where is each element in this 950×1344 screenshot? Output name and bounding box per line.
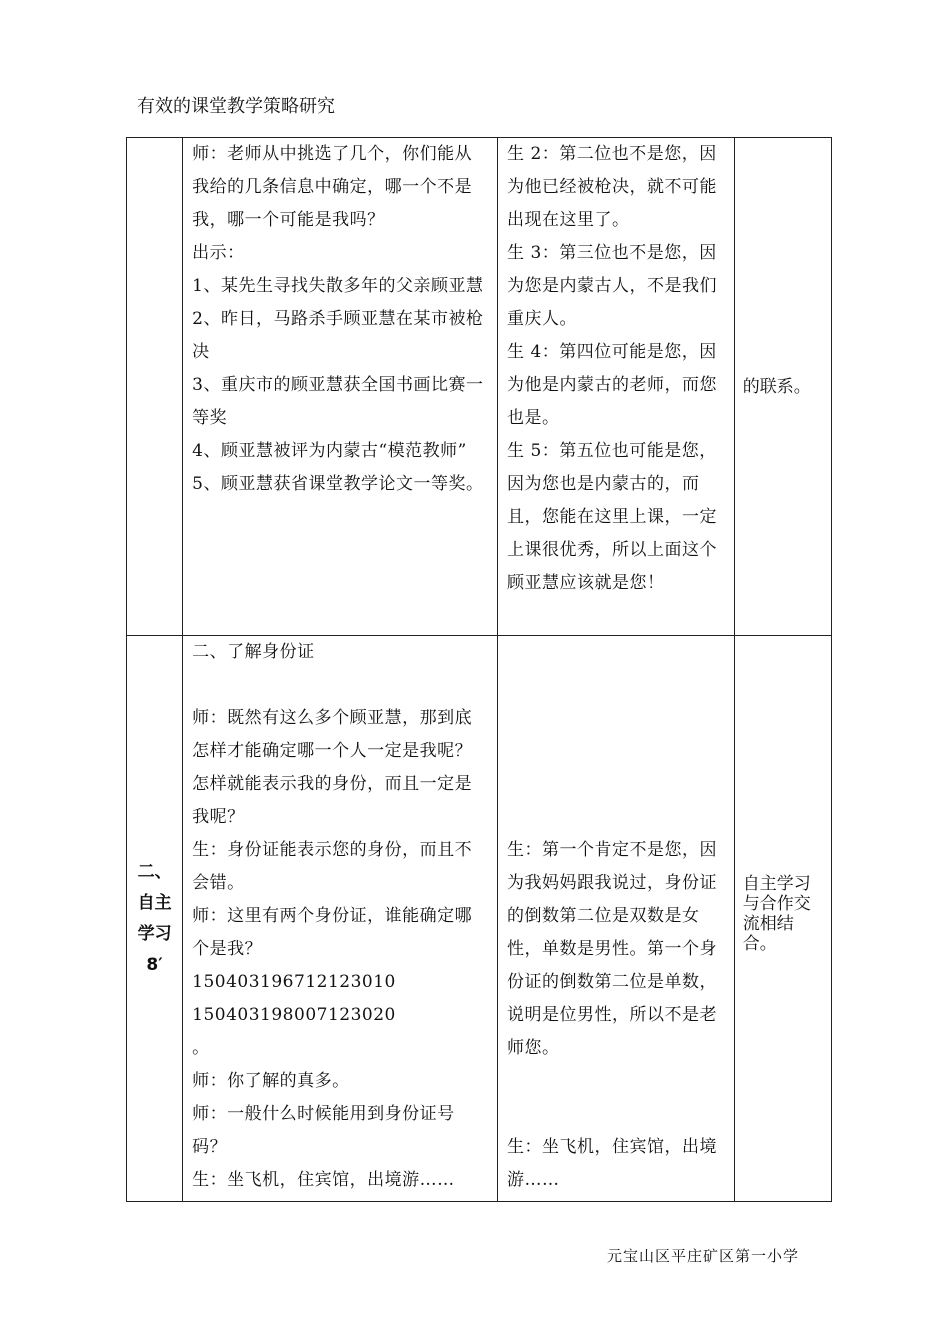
teacher-line: 师：一般什么时候能用到身份证号码？ (192, 1104, 455, 1157)
blank-line (192, 669, 489, 702)
teacher-line: 师：你了解的真多。 (192, 1071, 350, 1091)
table-row (127, 636, 832, 1202)
teacher-line: 二、了解身份证 (192, 642, 315, 662)
stage-cell (127, 138, 183, 636)
teacher-activity-cell (183, 138, 498, 636)
student-line: 生 3：第三位也不是您，因为您是内蒙古人，不是我们重庆人。 (507, 243, 718, 329)
id-number: 150403198007123020 (192, 1005, 396, 1025)
student-line: 生：坐飞机，住宾馆，出境游…… (192, 1170, 455, 1190)
teacher-activity-cell (183, 636, 498, 1202)
teacher-line: 师：老师从中挑选了几个，你们能从我给的几条信息中确定，哪一个不是我，哪一个可能是我吗？ (192, 144, 473, 230)
stage-label: 学习 (137, 923, 172, 944)
design-note: 的联系。 (742, 376, 811, 397)
student-line: 生 4：第四位可能是您，因为他是内蒙古的老师，而您也是。 (507, 342, 718, 428)
blank-line (507, 1098, 726, 1131)
teacher-line: 1、某先生寻找失散多年的父亲顾亚慧 (192, 276, 484, 296)
stage-label: 自主 (137, 892, 172, 913)
student-activity-cell (498, 138, 735, 636)
teacher-line: 出示： (192, 243, 245, 263)
teacher-line: 师：既然有这么多个顾亚慧，那到底怎样才能确定哪一个人一定是我呢？怎样就能表示我的身份，而且一定是我呢？ (192, 708, 473, 827)
teacher-line: 2、昨日，马路杀手顾亚慧在某市被枪决 (192, 309, 484, 362)
student-line: 生：身份证能表示您的身份，而且不会错。 (192, 840, 473, 893)
id-number: 150403196712123010 (192, 972, 396, 992)
design-note: 自主学习与合作交流相结合。 (742, 874, 811, 954)
student-line: 生 5：第五位也可能是您，因为您也是内蒙古的，而且，您能在这里上课，一定上课很优秀，所以上面这个顾亚慧应该就是您！ (507, 441, 718, 593)
teacher-line: 5、顾亚慧获省课堂教学论文一等奖。 (192, 474, 484, 494)
teacher-line: 4、顾亚慧被评为内蒙古“模范教师” (192, 441, 467, 461)
table-row (127, 138, 832, 636)
teacher-line: 。 (192, 1038, 210, 1058)
page-header-title: 有效的课堂教学策略研究 (137, 96, 335, 117)
student-line: 生：第一个肯定不是您，因为我妈妈跟我说过，身份证的倒数第二位是双数是女性，单数是男性。第一个身份证的倒数第二位是单数，说明是位男性，所以不是老师您。 (507, 840, 718, 1058)
teacher-line: 师：这里有两个身份证，谁能确定哪个是我？ (192, 906, 473, 959)
blank-line (507, 1065, 726, 1098)
lesson-plan-table (126, 137, 832, 1202)
stage-label: 二、 (137, 861, 172, 882)
teacher-line: 3、重庆市的顾亚慧获全国书画比赛一等奖 (192, 375, 484, 428)
student-activity-cell (498, 636, 735, 1202)
student-line: 生 2：第二位也不是您，因为他已经被枪决，就不可能出现在这里了。 (507, 144, 718, 230)
stage-cell (127, 636, 183, 1202)
page-footer-school: 元宝山区平庄矿区第一小学 (607, 1247, 800, 1265)
design-note-cell (734, 138, 831, 636)
student-line: 生：坐飞机，住宾馆，出境游…… (507, 1137, 718, 1190)
design-note-cell (734, 636, 831, 1202)
stage-duration: 8′ (146, 954, 163, 975)
